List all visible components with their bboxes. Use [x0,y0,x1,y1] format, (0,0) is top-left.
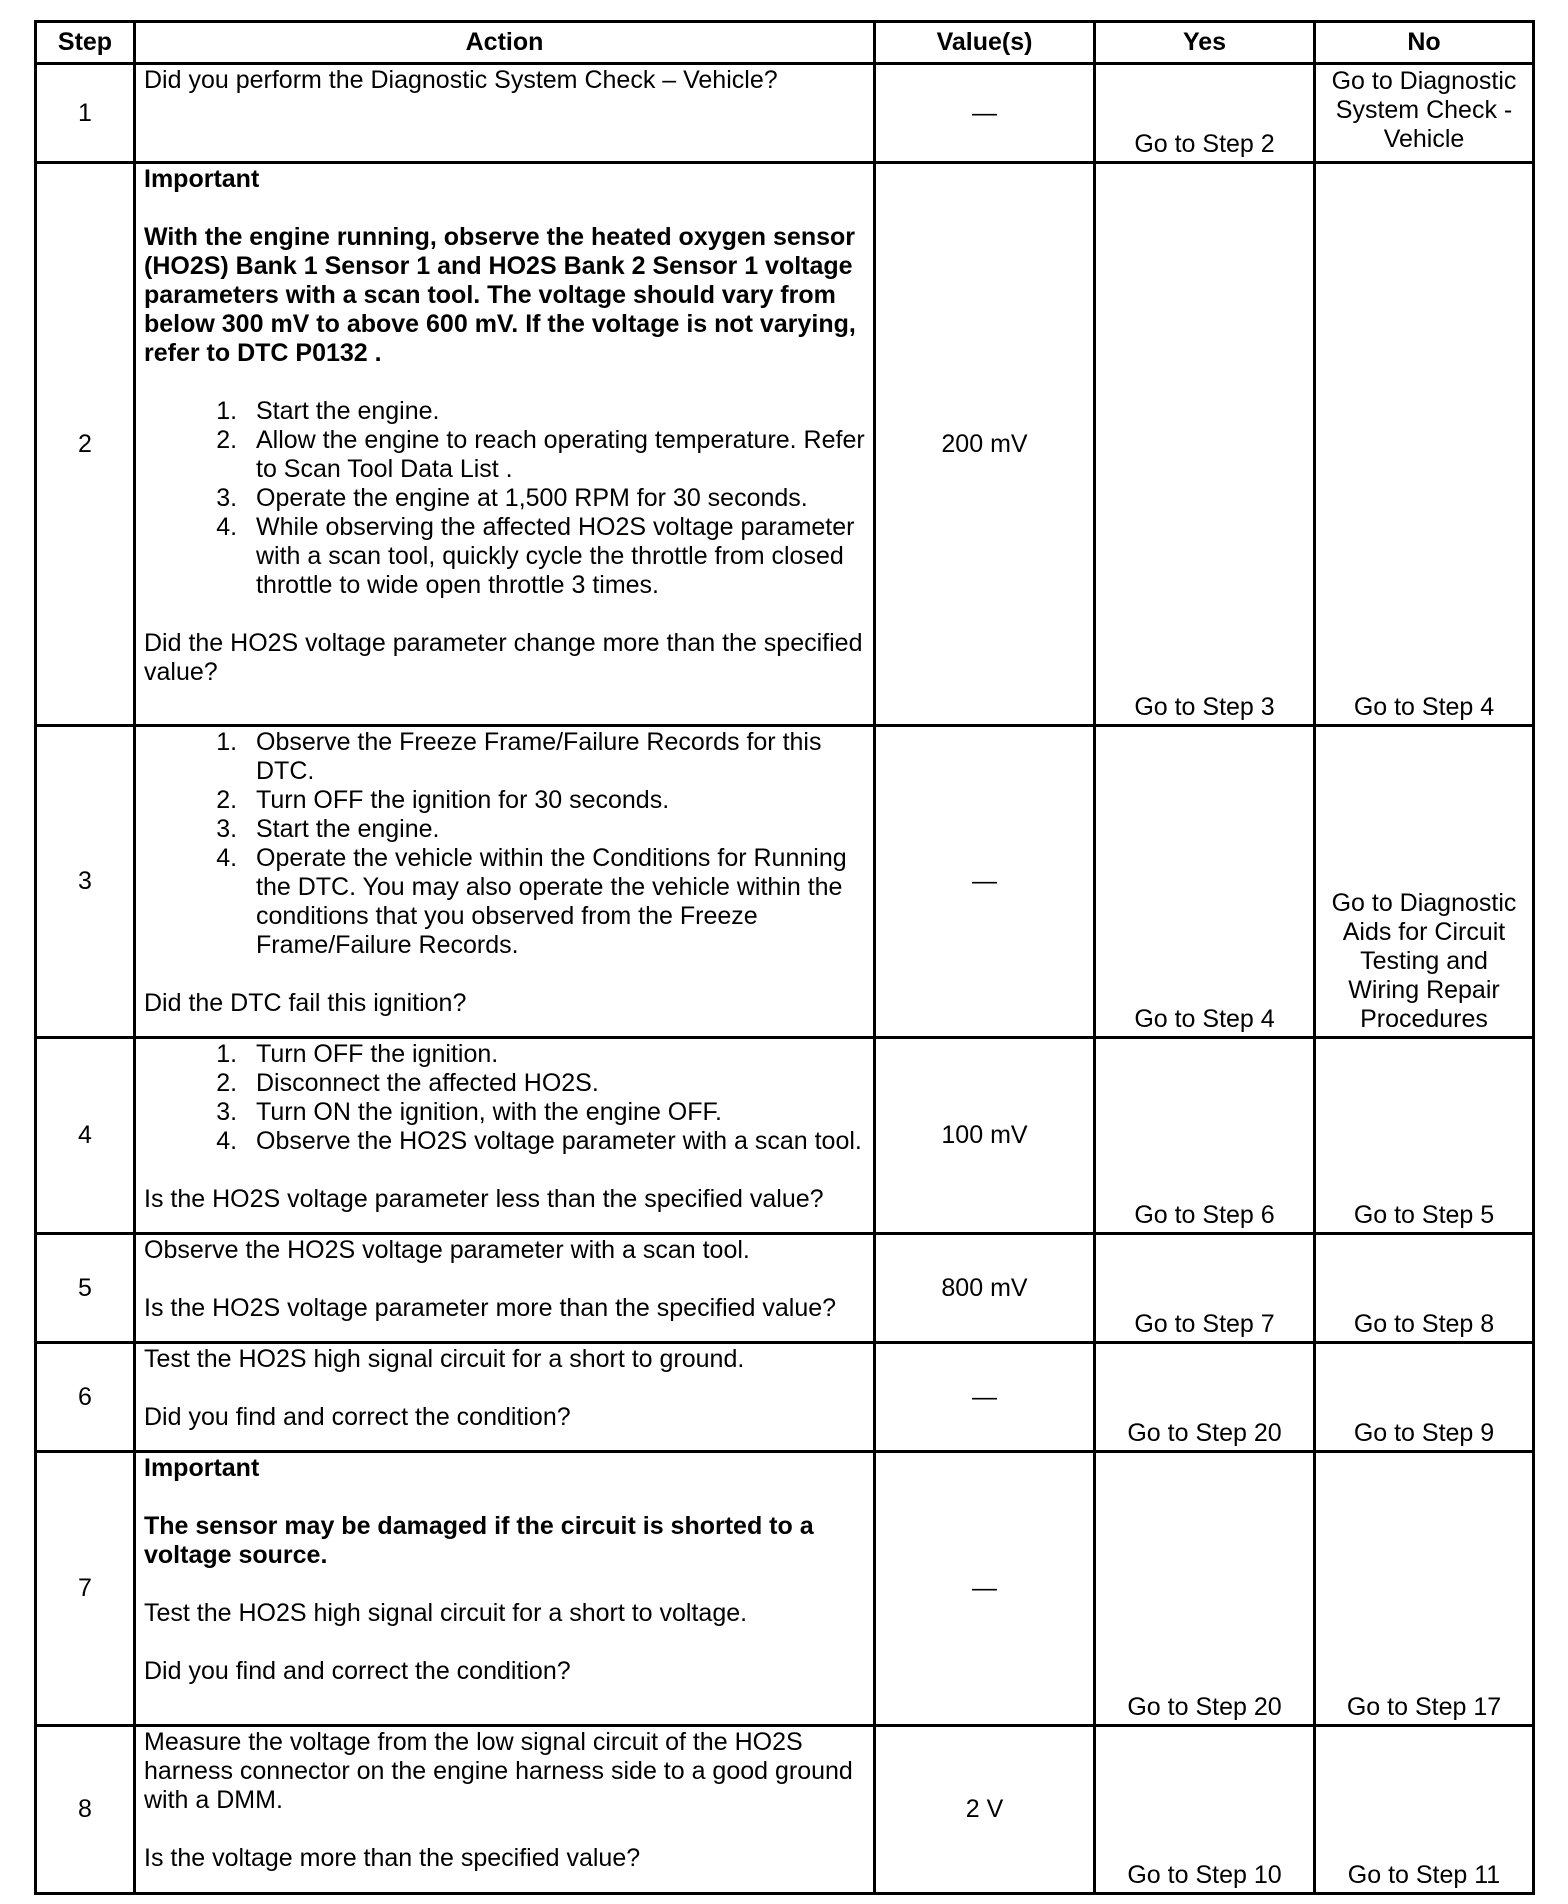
value-cell: — [875,726,1095,1038]
action-text: Measure the voltage from the low signal circuit of the HO2S harness connector on the engine harness side to a good ground with a DMM. [144,1728,853,1814]
no-cell: Go to Step 9 [1315,1343,1534,1452]
action-question: Is the voltage more than the specified value? [144,1844,641,1872]
yes-cell: Go to Step 6 [1095,1038,1315,1234]
action-cell [135,726,875,1038]
table-row [36,726,1534,1038]
step-number: 6 [36,1343,135,1452]
diagnostic-table [34,20,1535,1895]
action-question: Did the HO2S voltage parameter change more than the specified value? [144,629,863,686]
table-row [36,64,1534,163]
no-cell: Go to Diagnostic System Check - Vehicle [1315,64,1534,163]
action-steps [144,397,865,600]
yes-cell: Go to Step 2 [1095,64,1315,163]
action-question: Did you perform the Diagnostic System Check – Vehicle? [144,66,778,94]
action-question: Is the HO2S voltage parameter less than the specified value? [144,1185,824,1213]
list-item: 1. Observe the Freeze Frame/Failure Records for this DTC. [244,728,865,786]
list-item: 3. Turn ON the ignition, with the engine OFF. [244,1098,865,1127]
table-row [36,1234,1534,1343]
action-steps [144,728,865,960]
header-no: No [1315,22,1534,64]
value-cell: 100 mV [875,1038,1095,1234]
action-cell [135,1038,875,1234]
action-text: Test the HO2S high signal circuit for a short to voltage. [144,1599,748,1627]
action-cell [135,1343,875,1452]
value-cell: — [875,64,1095,163]
table-row [36,1726,1534,1894]
list-item: 2. Allow the engine to reach operating temperature. Refer to Scan Tool Data List . [244,426,865,484]
important-text: With the engine running, observe the heated oxygen sensor (HO2S) Bank 1 Sensor 1 and HO2S Bank 2 Sensor 1 voltage parameters with a scan tool. The voltage should vary from below 300 mV to above 600 mV. If the voltage is not varying, refer to DTC P0132 . [144,223,856,367]
no-cell: Go to Diagnostic Aids for Circuit Testing and Wiring Repair Procedures [1315,726,1534,1038]
yes-cell: Go to Step 20 [1095,1343,1315,1452]
list-item: 4. Operate the vehicle within the Conditions for Running the DTC. You may also operate the vehicle within the conditions that you observed from the Freeze Frame/Failure Records. [244,844,865,960]
action-text: Test the HO2S high signal circuit for a short to ground. [144,1345,745,1373]
table-row [36,163,1534,726]
header-step: Step [36,22,135,64]
step-number: 8 [36,1726,135,1894]
important-title: Important [144,1454,260,1482]
action-question: Is the HO2S voltage parameter more than the specified value? [144,1294,837,1322]
action-cell [135,1452,875,1726]
step-number: 1 [36,64,135,163]
action-cell [135,163,875,726]
header-values: Value(s) [875,22,1095,64]
list-item: 3. Start the engine. [244,815,865,844]
list-item: 1. Start the engine. [244,397,865,426]
yes-cell: Go to Step 20 [1095,1452,1315,1726]
value-cell: 2 V [875,1726,1095,1894]
list-item: 4. Observe the HO2S voltage parameter with a scan tool. [244,1127,865,1156]
action-question: Did you find and correct the condition? [144,1403,571,1431]
step-number: 3 [36,726,135,1038]
no-cell: Go to Step 8 [1315,1234,1534,1343]
no-cell: Go to Step 17 [1315,1452,1534,1726]
header-yes: Yes [1095,22,1315,64]
list-item: 2. Disconnect the affected HO2S. [244,1069,865,1098]
no-cell: Go to Step 5 [1315,1038,1534,1234]
list-item: 1. Turn OFF the ignition. [244,1040,865,1069]
header-row [36,22,1534,64]
table-row [36,1452,1534,1726]
action-question: Did the DTC fail this ignition? [144,989,467,1017]
action-text: Observe the HO2S voltage parameter with a scan tool. [144,1236,750,1264]
yes-cell: Go to Step 7 [1095,1234,1315,1343]
action-steps [144,1040,865,1156]
important-title: Important [144,165,260,193]
action-cell [135,1726,875,1894]
list-item: 3. Operate the engine at 1,500 RPM for 30 seconds. [244,484,865,513]
table-row [36,1038,1534,1234]
no-cell: Go to Step 11 [1315,1726,1534,1894]
step-number: 2 [36,163,135,726]
step-number: 4 [36,1038,135,1234]
important-text: The sensor may be damaged if the circuit is shorted to a voltage source. [144,1512,814,1569]
action-question: Did you find and correct the condition? [144,1657,571,1685]
yes-cell: Go to Step 10 [1095,1726,1315,1894]
value-cell: 800 mV [875,1234,1095,1343]
diagnostic-table-container [34,20,1532,1895]
action-cell [135,1234,875,1343]
list-item: 4. While observing the affected HO2S voltage parameter with a scan tool, quickly cycle the throttle from closed throttle to wide open throttle 3 times. [244,513,865,600]
value-cell: — [875,1452,1095,1726]
yes-cell: Go to Step 4 [1095,726,1315,1038]
value-cell: 200 mV [875,163,1095,726]
list-item: 2. Turn OFF the ignition for 30 seconds. [244,786,865,815]
value-cell: — [875,1343,1095,1452]
step-number: 5 [36,1234,135,1343]
yes-cell: Go to Step 3 [1095,163,1315,726]
header-action: Action [135,22,875,64]
action-cell [135,64,875,163]
table-row [36,1343,1534,1452]
step-number: 7 [36,1452,135,1726]
no-cell: Go to Step 4 [1315,163,1534,726]
